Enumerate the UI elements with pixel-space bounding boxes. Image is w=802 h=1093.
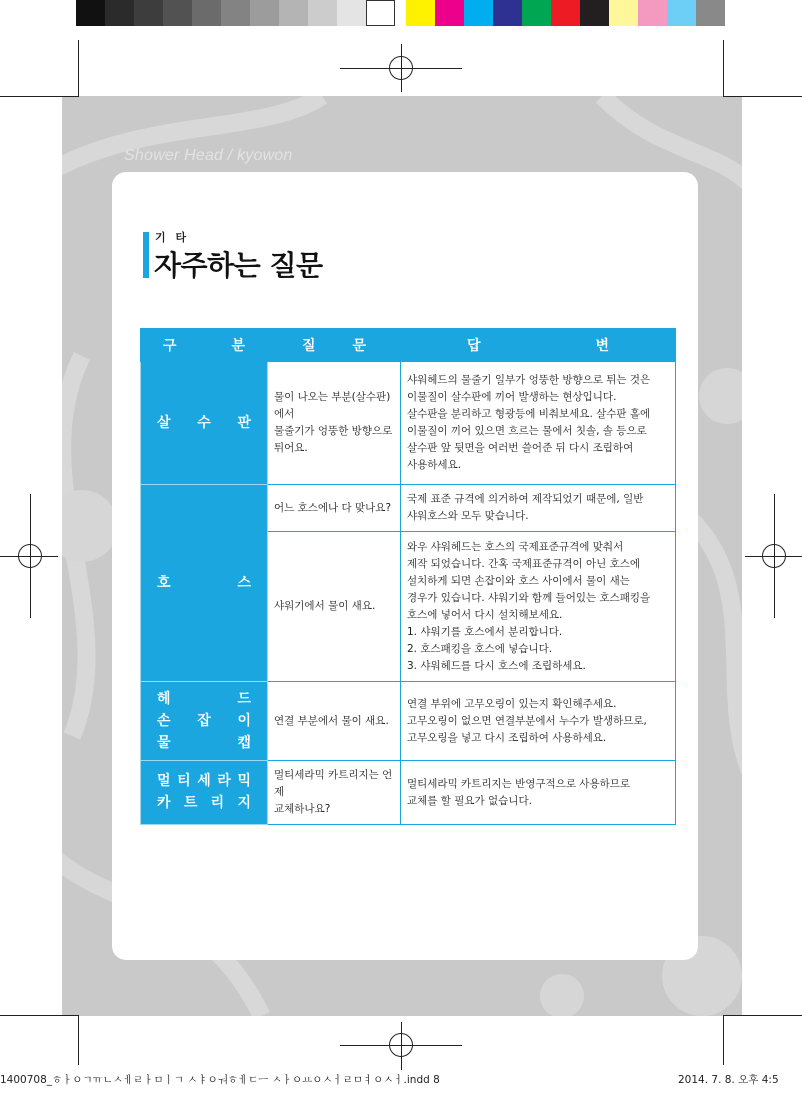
- color-swatch: [667, 0, 696, 26]
- category-cell: [141, 485, 268, 682]
- crop-mark: [723, 1015, 724, 1065]
- question-cell: [268, 485, 401, 532]
- faq-header-row: [141, 329, 676, 362]
- color-swatch: [609, 0, 638, 26]
- answer-line: 호스에 넣어서 다시 설치해보세요.: [407, 608, 563, 621]
- crop-mark: [723, 1015, 802, 1016]
- question-line: 물이 나오는 부분(살수판)에서: [274, 391, 391, 420]
- category-char: 손: [157, 712, 171, 729]
- answer-line: 2. 호스패킹을 호스에 넣습니다.: [407, 642, 553, 655]
- gray-swatch: [134, 0, 163, 26]
- header-question: [268, 329, 401, 362]
- color-swatch: [551, 0, 580, 26]
- category-char: 멀: [157, 773, 171, 789]
- registration-circle-icon: [389, 56, 413, 80]
- category-line: [157, 771, 251, 793]
- header-question-char: 문: [352, 338, 366, 354]
- gray-swatch: [279, 0, 308, 26]
- footer-filename: 1400708_ㅎㅏㅇㄱㅠㄴㅅㅔㄹㅏㅁㅣㄱ ㅅㅑㅇㅝㅎㅔㄷㅡ ㅅㅏㅇㅛㅇㅅㅓㄹㅁㅕㅇㅅㅓ.indd 8: [0, 1074, 440, 1086]
- answer-cell: [401, 532, 676, 682]
- gray-swatch: [250, 0, 279, 26]
- category-char: 지: [237, 795, 251, 811]
- category-char: 트: [183, 795, 198, 811]
- answer-line: 사용하세요.: [407, 459, 462, 471]
- question-line: 샤워기에서 물이 새요.: [274, 600, 376, 612]
- color-swatch: [435, 0, 464, 26]
- color-swatch: [406, 0, 435, 26]
- gray-swatch: [366, 0, 395, 26]
- answer-line: 1. 샤워기를 호스에서 분리합니다.: [407, 625, 563, 638]
- title-accent-bar: [143, 232, 149, 278]
- question-line: 물줄기가 엉뚱한 방향으로: [274, 425, 393, 437]
- category-char: 라: [217, 773, 231, 789]
- answer-line: 샤워호스와 모두 맞습니다.: [407, 510, 529, 522]
- answer-line: 멀티세라믹 카트리지는 반영구적으로 사용하므로: [407, 777, 631, 790]
- gray-swatch: [76, 0, 105, 26]
- category-char: 드: [237, 690, 251, 707]
- registration-circle-icon: [762, 544, 786, 568]
- gray-swatch: [221, 0, 250, 26]
- category-char: 티: [177, 773, 191, 789]
- answer-cell: [401, 485, 676, 532]
- gray-swatch: [308, 0, 337, 26]
- category-cell: [141, 761, 268, 825]
- page-title: 자주하는 질문: [154, 249, 323, 282]
- gray-swatch: [163, 0, 192, 26]
- header-answer-char: 변: [595, 338, 609, 354]
- category-line: [157, 710, 251, 732]
- category-char: 살: [157, 414, 171, 431]
- header-category: [141, 329, 268, 362]
- answer-line: 3. 샤워헤드를 다시 호스에 조립하세요.: [407, 659, 586, 672]
- color-swatch: [522, 0, 551, 26]
- registration-circle-icon: [389, 1033, 413, 1057]
- header-answer-char: 답: [467, 338, 481, 354]
- answer-line: 제작 되었습니다. 간혹 국제표준규격이 아닌 호스에: [407, 557, 641, 570]
- category-char: 스: [237, 574, 251, 591]
- answer-line: 고무오링이 없으면 연결부분에서 누수가 발생하므로,: [407, 714, 647, 727]
- answer-cell: [401, 682, 676, 761]
- category-char: 물: [157, 734, 171, 751]
- category-char: 수: [197, 414, 211, 431]
- footer-timestamp: 2014. 7. 8. 오후 4:5: [678, 1074, 779, 1086]
- crop-mark: [723, 96, 802, 97]
- category-cell: [141, 362, 268, 485]
- color-swatch: [464, 0, 493, 26]
- question-line: 튀어요.: [274, 442, 308, 454]
- crop-mark: [78, 40, 79, 97]
- category-line: [157, 793, 251, 815]
- question-line: 교체하나요?: [274, 803, 331, 815]
- category-char: 잡: [197, 712, 211, 729]
- crop-mark: [78, 1015, 79, 1065]
- category-char: 이: [237, 712, 251, 729]
- answer-line: 살수판 앞 뒷면을 여러번 쓸어준 뒤 다시 조립하여: [407, 442, 634, 454]
- registration-circle-icon: [18, 544, 42, 568]
- answer-line: 고무오링을 넣고 다시 조립하여 사용하세요.: [407, 731, 607, 744]
- answer-cell: [401, 362, 676, 485]
- category-line: [157, 572, 251, 594]
- brand-header-text: Shower Head / kyowon: [124, 147, 293, 164]
- answer-line: 샤워헤드의 물줄기 일부가 엉뚱한 방향으로 튀는 것은: [407, 374, 651, 386]
- category-char: 세: [197, 773, 211, 789]
- color-swatch: [696, 0, 725, 26]
- gray-swatch: [192, 0, 221, 26]
- answer-line: 살수판을 분리하고 형광등에 비춰보세요. 살수판 홀에: [407, 408, 651, 420]
- answer-line: 와우 샤워헤드는 호스의 국제표준규격에 맞춰서: [407, 540, 624, 553]
- answer-line: 연결 부위에 고무오링이 있는지 확인해주세요.: [407, 697, 617, 710]
- answer-line: 이물질이 끼어 있으면 흐르는 물에서 칫솔, 솔 등으로: [407, 425, 647, 437]
- question-cell: [268, 362, 401, 485]
- crop-mark: [723, 40, 724, 97]
- category-char: 리: [210, 795, 225, 811]
- color-swatch: [580, 0, 609, 26]
- category-cell: [141, 682, 268, 761]
- crop-mark: [0, 1015, 78, 1016]
- category-line: [157, 412, 251, 434]
- answer-cell: [401, 761, 676, 825]
- question-line: 어느 호스에나 다 맞나요?: [274, 501, 392, 514]
- answer-line: 설치하게 되면 손잡이와 호스 사이에서 물이 새는: [407, 574, 630, 587]
- answer-line: 교체를 할 필요가 없습니다.: [407, 794, 532, 807]
- category-line: [157, 732, 251, 754]
- faq-row: [141, 682, 676, 761]
- question-cell: [268, 682, 401, 761]
- section-label: 기 타: [155, 231, 190, 244]
- faq-row: [141, 761, 676, 825]
- answer-line: 국제 표준 규격에 의거하여 제작되었기 때문에, 일반: [407, 493, 644, 505]
- category-line: [157, 688, 251, 710]
- header-category-char: 구: [163, 338, 177, 354]
- color-swatch: [638, 0, 667, 26]
- answer-line: 이물질이 살수판에 끼어 발생하는 현상입니다.: [407, 391, 617, 403]
- faq-row: [141, 485, 676, 532]
- gray-swatch: [105, 0, 134, 26]
- category-char: 믹: [237, 773, 251, 789]
- color-swatch: [493, 0, 522, 26]
- faq-row: [141, 362, 676, 485]
- question-cell: [268, 761, 401, 825]
- category-char: 호: [157, 574, 171, 591]
- category-char: 캡: [237, 734, 251, 751]
- category-char: 헤: [157, 690, 171, 707]
- question-cell: [268, 532, 401, 682]
- header-question-char: 질: [302, 338, 316, 354]
- question-line: 연결 부분에서 물이 새요.: [274, 714, 389, 727]
- gray-swatch: [337, 0, 366, 26]
- faq-table: [140, 328, 676, 825]
- header-answer: [401, 329, 676, 362]
- category-char: 카: [157, 795, 171, 811]
- question-line: 멀티세라믹 카트리지는 언제: [274, 769, 393, 798]
- header-category-char: 분: [231, 338, 245, 354]
- answer-line: 경우가 있습니다. 샤워기와 함께 들어있는 호스패킹을: [407, 591, 651, 604]
- category-char: 판: [237, 414, 251, 431]
- crop-mark: [0, 96, 78, 97]
